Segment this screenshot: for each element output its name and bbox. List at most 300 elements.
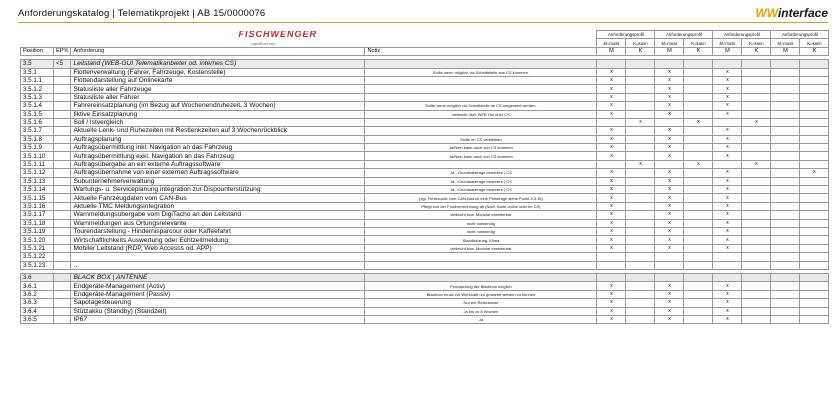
row-position: 3.5.1.7 xyxy=(21,127,54,135)
profile-mark: x xyxy=(655,194,684,202)
section-empty-cell xyxy=(626,273,655,281)
row-note: Ja xyxy=(365,315,597,323)
table-row xyxy=(21,261,829,269)
row-note: vielleicht bzw. Modular erweiterbar xyxy=(365,244,597,252)
table-row xyxy=(21,253,829,261)
profile-mark xyxy=(626,315,655,323)
row-ep xyxy=(54,127,71,135)
row-note: Ja - Grundsatzfrage beachten | CS xyxy=(365,186,597,194)
row-position: 3.5.1 xyxy=(21,68,54,76)
row-position: 3.5.1.14 xyxy=(21,186,54,194)
profile-mark: x xyxy=(655,244,684,252)
row-requirement: fiktive Einsatzplanung xyxy=(71,110,365,118)
m-muss-label: M=muss xyxy=(655,39,684,47)
profile-mark: x xyxy=(713,227,742,235)
col-notiz: Notiz xyxy=(365,47,597,55)
row-position: 3.6.5 xyxy=(21,315,54,323)
row-requirement: Mobiler Leitstand (RDP, Web Accesss od. APP) xyxy=(71,244,365,252)
profile-mark xyxy=(800,160,829,168)
profile-mark xyxy=(684,299,713,307)
row-requirement: Tourendarstellung - Hindernisparcour oder Kaffeefahrt xyxy=(71,227,365,235)
row-ep xyxy=(54,194,71,202)
row-position: 3.5.1.13 xyxy=(21,177,54,185)
profile-mark xyxy=(800,236,829,244)
section-title: BLACK BOX | ANTENNE xyxy=(71,273,365,281)
profile-mark: x xyxy=(597,186,626,194)
profile-mark: x xyxy=(655,290,684,298)
profile-mark xyxy=(800,227,829,235)
table-row xyxy=(21,110,829,118)
profile-mark xyxy=(742,102,771,110)
profile-mark: x xyxy=(713,135,742,143)
table-row xyxy=(21,315,829,323)
row-position: 3.5.1.12 xyxy=(21,169,54,177)
profile-mark xyxy=(742,299,771,307)
profile-mark xyxy=(800,68,829,76)
profile-mark: x xyxy=(713,68,742,76)
table-row xyxy=(21,177,829,185)
profile-mark xyxy=(626,299,655,307)
profile-mark xyxy=(684,76,713,84)
row-position: 3.5.1.20 xyxy=(21,236,54,244)
table-row xyxy=(21,68,829,76)
profile-mark: x xyxy=(655,102,684,110)
profile-mark xyxy=(655,261,684,269)
profile-mark xyxy=(742,169,771,177)
profile-mark xyxy=(684,219,713,227)
profile-mark xyxy=(626,202,655,210)
profile-mark: x xyxy=(597,144,626,152)
profile-mark xyxy=(626,102,655,110)
profile-mark: x xyxy=(655,219,684,227)
profile-mark: x xyxy=(742,118,771,126)
section-empty-cell xyxy=(800,60,829,68)
row-note: Sollte wenn möglich via Schnittstelle aus CS kommen. xyxy=(365,68,597,76)
logo-cell xyxy=(21,31,597,48)
section-title: Leitstand (WEB-GUI Telematikanbieter od. internes CS) xyxy=(71,60,365,68)
row-ep xyxy=(54,202,71,210)
col-m: M xyxy=(597,47,626,55)
profile-mark xyxy=(800,110,829,118)
row-requirement: IP67 xyxy=(71,315,365,323)
row-note xyxy=(365,85,597,93)
section-empty-cell xyxy=(365,273,597,281)
profile-mark: x xyxy=(684,118,713,126)
section-empty-cell xyxy=(365,60,597,68)
row-position: 3.5.1.23 xyxy=(21,261,54,269)
profile-mark: x xyxy=(655,169,684,177)
profile-mark: x xyxy=(713,282,742,290)
row-requirement: Flottenverwaltung (Fahrer, Fahrzeuge, Kostenstelle) xyxy=(71,68,365,76)
profile-mark: x xyxy=(597,102,626,110)
row-note: Ja - Grundsatzfrage beachten | CS xyxy=(365,177,597,185)
profile-mark xyxy=(800,102,829,110)
profile-mark: x xyxy=(597,282,626,290)
profile-mark xyxy=(800,127,829,135)
row-requirement: Auftragsübernahme von einer externen Auftragssoftware xyxy=(71,169,365,177)
profile-mark: x xyxy=(597,177,626,185)
profile-mark: x xyxy=(597,299,626,307)
table-row xyxy=(21,307,829,315)
section-empty-cell xyxy=(655,60,684,68)
row-requirement: Subunternehmerverwaltung xyxy=(71,177,365,185)
row-position: 3.5.1.18 xyxy=(21,219,54,227)
profile-mark xyxy=(771,160,800,168)
profile-mark xyxy=(742,244,771,252)
row-note xyxy=(365,253,597,261)
header-rule xyxy=(18,22,828,23)
row-position: 3.5.1.6 xyxy=(21,118,54,126)
profile-mark xyxy=(626,76,655,84)
profile-mark xyxy=(684,85,713,93)
table-row xyxy=(21,227,829,235)
table-row xyxy=(21,76,829,84)
profile-mark xyxy=(800,118,829,126)
brand-tagline: Logistik mit uns! xyxy=(250,42,276,47)
row-ep xyxy=(54,282,71,290)
profile-mark xyxy=(771,315,800,323)
row-ep xyxy=(54,152,71,160)
row-position: 3.6.1 xyxy=(21,282,54,290)
profile-mark xyxy=(742,135,771,143)
row-ep xyxy=(54,307,71,315)
profile-mark xyxy=(684,307,713,315)
profile-mark xyxy=(771,127,800,135)
profile-mark: x xyxy=(713,177,742,185)
profile-mark xyxy=(771,307,800,315)
profile-mark xyxy=(800,186,829,194)
profile-mark xyxy=(742,253,771,261)
row-note: Fernwartung der Blackbox möglich xyxy=(365,282,597,290)
profile-mark: x xyxy=(597,68,626,76)
row-note xyxy=(365,93,597,101)
profile-mark: x xyxy=(713,299,742,307)
section-empty-cell xyxy=(771,273,800,281)
profile-mark: x xyxy=(713,202,742,210)
profile-mark xyxy=(800,202,829,210)
row-requirement: Auftragsplanung xyxy=(71,135,365,143)
section-row xyxy=(21,273,829,281)
row-ep xyxy=(54,68,71,76)
profile-mark xyxy=(742,290,771,298)
profile-mark: x xyxy=(713,211,742,219)
row-ep xyxy=(54,236,71,244)
row-ep xyxy=(54,110,71,118)
profile-mark: x xyxy=(655,144,684,152)
profile-mark: x xyxy=(626,160,655,168)
profile-mark xyxy=(684,282,713,290)
profile-mark xyxy=(684,202,713,210)
profile-mark: x xyxy=(655,186,684,194)
profile-mark xyxy=(771,282,800,290)
row-requirement: Wirtschaftlichkeits Auswertung oder Echtzeitmeldung xyxy=(71,236,365,244)
profile-mark xyxy=(800,152,829,160)
profile-mark: x xyxy=(742,160,771,168)
fischwenger-logo: FISCHWENGER xyxy=(238,30,317,40)
profile-mark: x xyxy=(655,315,684,323)
profile-mark: x xyxy=(713,236,742,244)
section-empty-cell xyxy=(800,273,829,281)
profile-mark xyxy=(684,135,713,143)
table-row xyxy=(21,236,829,244)
table-row xyxy=(21,244,829,252)
profile-mark xyxy=(626,194,655,202)
profile-mark xyxy=(800,315,829,323)
profile-mark xyxy=(742,177,771,185)
profile-mark xyxy=(684,93,713,101)
table-row xyxy=(21,290,829,298)
section-position: 3.5 xyxy=(21,60,54,68)
profile-mark xyxy=(684,102,713,110)
profile-mark xyxy=(742,315,771,323)
profile-mark: x xyxy=(655,85,684,93)
m-muss-label: M=muss xyxy=(597,39,626,47)
profile-mark: x xyxy=(713,307,742,315)
profile-mark: x xyxy=(655,236,684,244)
profile-mark: x xyxy=(655,127,684,135)
table-row xyxy=(21,160,829,168)
profile-mark xyxy=(684,253,713,261)
row-requirement: Auftragsübermittlung exkl. Navigation an das Fahrzeug xyxy=(71,152,365,160)
profile-mark: x xyxy=(713,244,742,252)
row-ep xyxy=(54,299,71,307)
profile-mark xyxy=(713,160,742,168)
profile-mark xyxy=(771,177,800,185)
profile-mark xyxy=(655,253,684,261)
profile-mark: x xyxy=(655,282,684,290)
profile-mark xyxy=(742,307,771,315)
row-position: 3.6.4 xyxy=(21,307,54,315)
profile-mark xyxy=(684,186,713,194)
row-note xyxy=(365,261,597,269)
profile-header-2: Anforderungsprofil xyxy=(655,31,713,39)
m-muss-label: M=muss xyxy=(713,39,742,47)
profile-mark: x xyxy=(597,219,626,227)
row-requirement: Sapotagesteuerung xyxy=(71,299,365,307)
row-position: 3.6.2 xyxy=(21,290,54,298)
profile-mark xyxy=(742,110,771,118)
profile-mark xyxy=(626,127,655,135)
profile-mark xyxy=(771,152,800,160)
profile-mark: x xyxy=(597,227,626,235)
profile-header-3: Anforderungsprofil xyxy=(713,31,771,39)
row-ep xyxy=(54,135,71,143)
profile-mark xyxy=(771,211,800,219)
profile-mark: x xyxy=(655,110,684,118)
profile-mark: x xyxy=(713,290,742,298)
profile-mark xyxy=(684,244,713,252)
row-requirement: ... xyxy=(71,261,365,269)
row-note: Ja bis zu 8 Wochen xyxy=(365,307,597,315)
row-position: 3.5.1.5 xyxy=(21,110,54,118)
profile-mark: x xyxy=(713,127,742,135)
profile-mark: x xyxy=(597,93,626,101)
profile-mark xyxy=(800,135,829,143)
profile-mark xyxy=(597,160,626,168)
profile-mark: x xyxy=(655,135,684,143)
row-note: Pflegt von der Fondverrechnung ab (Navi, Karte online oder im CS) xyxy=(365,202,597,210)
row-requirement: Statusliste aller Fahrzeuge xyxy=(71,85,365,93)
profile-mark: x xyxy=(713,169,742,177)
profile-mark xyxy=(771,135,800,143)
profile-mark xyxy=(800,144,829,152)
row-position: 3.5.1.19 xyxy=(21,227,54,235)
profile-mark: x xyxy=(713,102,742,110)
row-requirement: Endgeräte-Management (Activ) xyxy=(71,282,365,290)
col-k: K xyxy=(800,47,829,55)
row-requirement: Endgeräte-Management (Passiv) xyxy=(71,290,365,298)
profile-mark xyxy=(800,282,829,290)
profile-mark xyxy=(626,85,655,93)
profile-mark: x xyxy=(713,194,742,202)
row-note: Ja - Grundsatzfrage beachten | CS xyxy=(365,169,597,177)
wwinterface-logo: WWinterface xyxy=(755,6,828,20)
profile-mark xyxy=(742,236,771,244)
profile-mark xyxy=(771,93,800,101)
profile-mark xyxy=(771,219,800,227)
profile-mark xyxy=(742,261,771,269)
table-row xyxy=(21,118,829,126)
profile-mark xyxy=(684,290,713,298)
table-row xyxy=(21,194,829,202)
profile-mark: x xyxy=(713,93,742,101)
profile-mark: x xyxy=(597,152,626,160)
row-note: nicht notwendig xyxy=(365,227,597,235)
row-position: 3.5.1.9 xyxy=(21,144,54,152)
profile-mark xyxy=(771,144,800,152)
row-ep xyxy=(54,253,71,261)
row-requirement: Soll / Istvergleich xyxy=(71,118,365,126)
profile-mark xyxy=(800,261,829,269)
section-empty-cell xyxy=(771,60,800,68)
row-ep xyxy=(54,144,71,152)
profile-mark: x xyxy=(655,177,684,185)
row-ep xyxy=(54,290,71,298)
col-anforderung: Anforderung xyxy=(71,47,365,55)
section-empty-cell xyxy=(742,273,771,281)
table-row xyxy=(21,202,829,210)
profile-mark xyxy=(771,194,800,202)
profile-mark: x xyxy=(597,211,626,219)
row-note xyxy=(365,160,597,168)
profile-mark xyxy=(713,261,742,269)
col-k: K xyxy=(626,47,655,55)
profile-mark xyxy=(742,186,771,194)
profile-mark: x xyxy=(597,194,626,202)
row-ep xyxy=(54,177,71,185)
profile-mark: x xyxy=(713,152,742,160)
profile-mark xyxy=(626,68,655,76)
row-requirement: Fahrereinsatzplanung (im Bezug auf Wochenendruhezeit, 3 Wochen) xyxy=(71,102,365,110)
row-requirement xyxy=(71,253,365,261)
profile-mark xyxy=(800,253,829,261)
row-requirement: Aktuelle TMC Meldungsintegration xyxy=(71,202,365,210)
profile-mark: x xyxy=(713,144,742,152)
row-note: Ja/Nein kann auch von CS kommen xyxy=(365,152,597,160)
row-ep xyxy=(54,85,71,93)
section-ep xyxy=(54,273,71,281)
profile-mark xyxy=(684,169,713,177)
row-position: 3.5.1.3 xyxy=(21,93,54,101)
col-k: K xyxy=(684,47,713,55)
row-note: Blackbox muss zur Werkstatt um gewartet werden zu können xyxy=(365,290,597,298)
row-position: 3.5.1.16 xyxy=(21,202,54,210)
section-empty-cell xyxy=(713,60,742,68)
profile-mark xyxy=(800,76,829,84)
profile-mark xyxy=(771,102,800,110)
profile-mark: x xyxy=(597,135,626,143)
profile-mark: x xyxy=(597,127,626,135)
profile-mark xyxy=(742,219,771,227)
row-requirement: Aktuelle Fahrzeugdaten vom CAN-Bus xyxy=(71,194,365,202)
section-empty-cell xyxy=(597,60,626,68)
section-empty-cell xyxy=(684,60,713,68)
profile-mark xyxy=(655,160,684,168)
profile-mark xyxy=(800,299,829,307)
profile-mark: x xyxy=(597,307,626,315)
profile-mark xyxy=(742,76,771,84)
row-ep xyxy=(54,160,71,168)
col-m: M xyxy=(771,47,800,55)
table-row xyxy=(21,169,829,177)
row-note: Standheizung, Klima xyxy=(365,236,597,244)
section-empty-cell xyxy=(713,273,742,281)
table-row xyxy=(21,135,829,143)
k-kann-label: K=kann xyxy=(800,39,829,47)
row-ep xyxy=(54,169,71,177)
profile-mark xyxy=(771,253,800,261)
profile-mark: x xyxy=(713,85,742,93)
m-muss-label: M=muss xyxy=(771,39,800,47)
profile-mark: x xyxy=(655,202,684,210)
row-note xyxy=(365,127,597,135)
table-row xyxy=(21,102,829,110)
col-m: M xyxy=(713,47,742,55)
profile-mark: x xyxy=(597,169,626,177)
profile-header-4: Anforderungsprofil xyxy=(771,31,829,39)
row-requirement: Stützakku (Standby) (Standzeit) xyxy=(71,307,365,315)
table-row xyxy=(21,219,829,227)
profile-mark xyxy=(684,110,713,118)
profile-mark xyxy=(626,152,655,160)
col-k: K xyxy=(742,47,771,55)
requirements-table xyxy=(20,30,829,324)
profile-mark xyxy=(684,315,713,323)
table-row xyxy=(21,144,829,152)
col-ep: EP% xyxy=(54,47,71,55)
profile-mark xyxy=(800,177,829,185)
profile-mark xyxy=(626,253,655,261)
row-note: Sollte wenn möglich via Schnittstelle im CS umgesetzt werden. xyxy=(365,102,597,110)
column-header-row xyxy=(21,47,829,55)
profile-mark: x xyxy=(597,236,626,244)
profile-mark xyxy=(771,85,800,93)
profile-mark xyxy=(626,219,655,227)
profile-mark xyxy=(742,202,771,210)
profile-mark xyxy=(742,211,771,219)
profile-mark xyxy=(771,244,800,252)
profile-mark: x xyxy=(597,110,626,118)
profile-mark: x xyxy=(713,219,742,227)
row-note: Ja/Nein kann auch von CS kommen xyxy=(365,144,597,152)
section-empty-cell xyxy=(684,273,713,281)
row-position: 3.5.1.17 xyxy=(21,211,54,219)
profile-mark: x xyxy=(626,118,655,126)
profile-mark xyxy=(800,307,829,315)
row-note: Nur bei Reisebusse xyxy=(365,299,597,307)
profile-mark: x xyxy=(597,244,626,252)
profile-header-row xyxy=(21,31,829,39)
